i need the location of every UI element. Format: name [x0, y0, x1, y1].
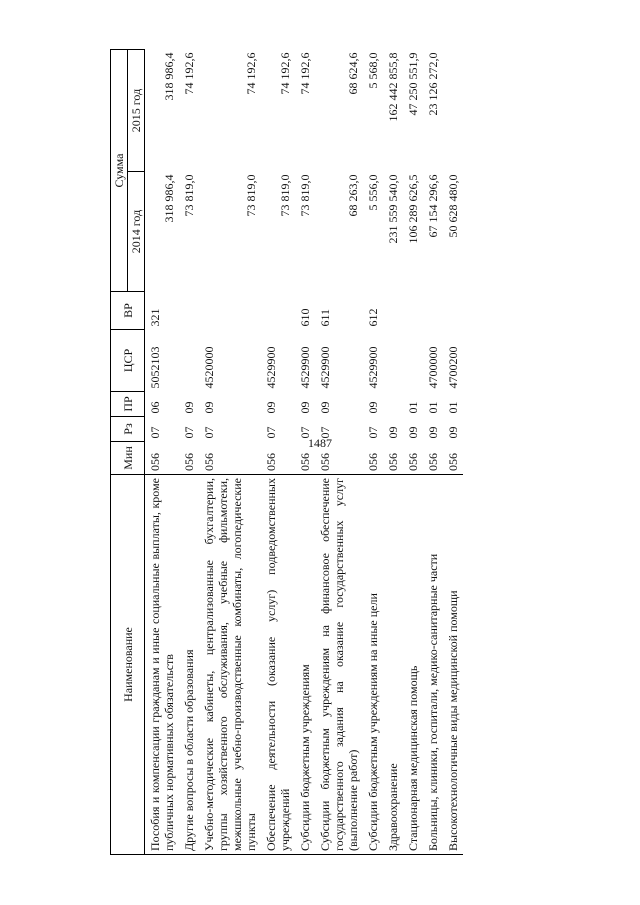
header-rz: Рз [111, 417, 145, 442]
cell-2014: 67 154 296,6 [426, 174, 440, 238]
cell-min: 056 [182, 453, 196, 471]
cell-2015: 162 442 855,8 [386, 52, 400, 122]
cell-name: Субсидии бюджетным учреждениям [295, 475, 315, 855]
cell-pr: 09 [298, 401, 312, 414]
table-row [363, 49, 383, 854]
cell-2015: 5 568,0 [366, 52, 380, 89]
cell-rz: 09 [386, 426, 400, 439]
rotated-table-wrapper [110, 50, 530, 855]
table-row [403, 49, 423, 854]
cell-2014: 73 819,0 [244, 174, 258, 217]
table-row [295, 49, 315, 854]
cell-vr [403, 292, 423, 330]
header-year-2014: 2014 год [128, 172, 145, 292]
table-header [111, 49, 145, 854]
cell-2015: 318 986,4 [162, 52, 176, 101]
cell-csr: 4529900 [366, 346, 380, 389]
cell-csr: 4700200 [446, 346, 460, 389]
cell-2015: 68 624,6 [346, 52, 360, 95]
cell-vr: 612 [366, 308, 380, 327]
cell-min: 056 [202, 453, 216, 471]
cell-pr: 09 [366, 401, 380, 414]
cell-2014: 50 628 480,0 [446, 174, 460, 238]
cell-pr: 06 [148, 401, 162, 414]
cell-2014: 231 559 540,0 [386, 174, 400, 244]
table-row [423, 49, 443, 854]
cell-rz: 09 [426, 426, 440, 439]
cell-pr: 01 [426, 401, 440, 414]
table-row [261, 49, 295, 854]
cell-min: 056 [366, 453, 380, 471]
cell-rz: 07 [202, 426, 216, 439]
cell-csr: 4700000 [426, 346, 440, 389]
cell-min: 056 [386, 453, 400, 471]
cell-pr: 01 [406, 401, 420, 414]
cell-2014: 5 556,0 [366, 174, 380, 211]
cell-pr: 09 [202, 401, 216, 414]
cell-min: 056 [318, 453, 332, 471]
cell-2015: 74 192,6 [244, 52, 258, 95]
table-row [145, 49, 180, 854]
cell-vr: 611 [318, 308, 332, 327]
cell-vr: 610 [298, 308, 312, 327]
cell-2015: 23 126 272,0 [426, 52, 440, 116]
cell-name: Больницы, клиники, госпитали, медико-санитарные части [423, 475, 443, 855]
table-row [199, 49, 261, 854]
cell-2014: 73 819,0 [182, 174, 196, 217]
table-body [145, 49, 464, 854]
cell-name: Обеспечение деятельности (оказание услуг) подведомственных учреждений [261, 475, 295, 855]
cell-csr: 4520000 [202, 346, 216, 389]
cell-2015 [443, 49, 463, 171]
page-number: 1487 [308, 436, 332, 450]
cell-min: 056 [148, 453, 162, 471]
cell-2015: 74 192,6 [298, 52, 312, 95]
cell-csr: 5052103 [148, 346, 162, 389]
cell-2014: 73 819,0 [278, 174, 292, 217]
cell-csr: 4529900 [264, 346, 278, 389]
cell-name: Стационарная медицинская помощь [403, 475, 423, 855]
cell-vr [199, 292, 261, 330]
header-min: Мин [111, 442, 145, 475]
cell-2014: 106 289 626,5 [406, 174, 420, 244]
header-sum: Сумма [111, 49, 128, 291]
cell-2015: 47 250 551,9 [406, 52, 420, 116]
header-pr: ПР [111, 392, 145, 417]
cell-csr: 4529900 [318, 346, 332, 389]
cell-rz: 07 [264, 426, 278, 439]
table-row [383, 49, 403, 854]
cell-rz: 09 [406, 426, 420, 439]
cell-csr [383, 330, 403, 392]
cell-name: Высокотехнологичные виды медицинской помощи [443, 475, 463, 855]
cell-pr: 09 [318, 401, 332, 414]
cell-min: 056 [406, 453, 420, 471]
cell-min: 056 [446, 453, 460, 471]
cell-name: Другие вопросы в области образования [179, 475, 199, 855]
cell-2014: 73 819,0 [298, 174, 312, 217]
cell-name: Пособия и компенсации гражданам и иные социальные выплаты, кроме публичных нормативных обязательств [145, 475, 180, 855]
cell-min: 056 [426, 453, 440, 471]
cell-2015: 74 192,6 [278, 52, 292, 95]
header-csr: ЦСР [111, 330, 145, 392]
cell-csr [403, 330, 423, 392]
cell-min: 056 [264, 453, 278, 471]
cell-rz: 09 [446, 426, 460, 439]
cell-rz: 07 [318, 426, 332, 439]
cell-csr [179, 330, 199, 392]
cell-name: Субсидии бюджетным учреждениям на иные цели [363, 475, 383, 855]
cell-2015: 74 192,6 [182, 52, 196, 95]
cell-vr [261, 292, 295, 330]
cell-pr [383, 392, 403, 417]
cell-pr: 09 [264, 401, 278, 414]
header-year-2015: 2015 год [128, 49, 145, 171]
cell-rz: 07 [182, 426, 196, 439]
cell-vr [179, 292, 199, 330]
cell-min: 056 [298, 453, 312, 471]
cell-name: Здравоохранение [383, 475, 403, 855]
table-row [179, 49, 199, 854]
cell-rz: 07 [298, 426, 312, 439]
cell-vr: 321 [148, 308, 162, 327]
table-row [315, 49, 363, 854]
cell-pr: 09 [182, 401, 196, 414]
header-name: Наименование [111, 475, 145, 855]
cell-vr [423, 292, 443, 330]
cell-csr: 4529900 [298, 346, 312, 389]
budget-table [110, 49, 463, 855]
cell-rz: 07 [148, 426, 162, 439]
cell-rz: 07 [366, 426, 380, 439]
cell-vr [383, 292, 403, 330]
cell-2014: 68 263,0 [346, 174, 360, 217]
table-row [443, 49, 463, 854]
cell-2014: 318 986,4 [162, 174, 176, 223]
cell-pr: 01 [446, 401, 460, 414]
header-vr: ВР [111, 292, 145, 330]
cell-name: Субсидии бюджетным учреждениям на финансовое обеспечение государственного задания на оказание государственных услуг (выполнение работ) [315, 475, 363, 855]
cell-vr [443, 292, 463, 330]
cell-name: Учебно-методические кабинеты, централизованные бухгалтерии, группы хозяйственного обслуживания, учебные фильмотеки, межшкольные учебно-производственные комбинаты, логопедические пункты [199, 475, 261, 855]
